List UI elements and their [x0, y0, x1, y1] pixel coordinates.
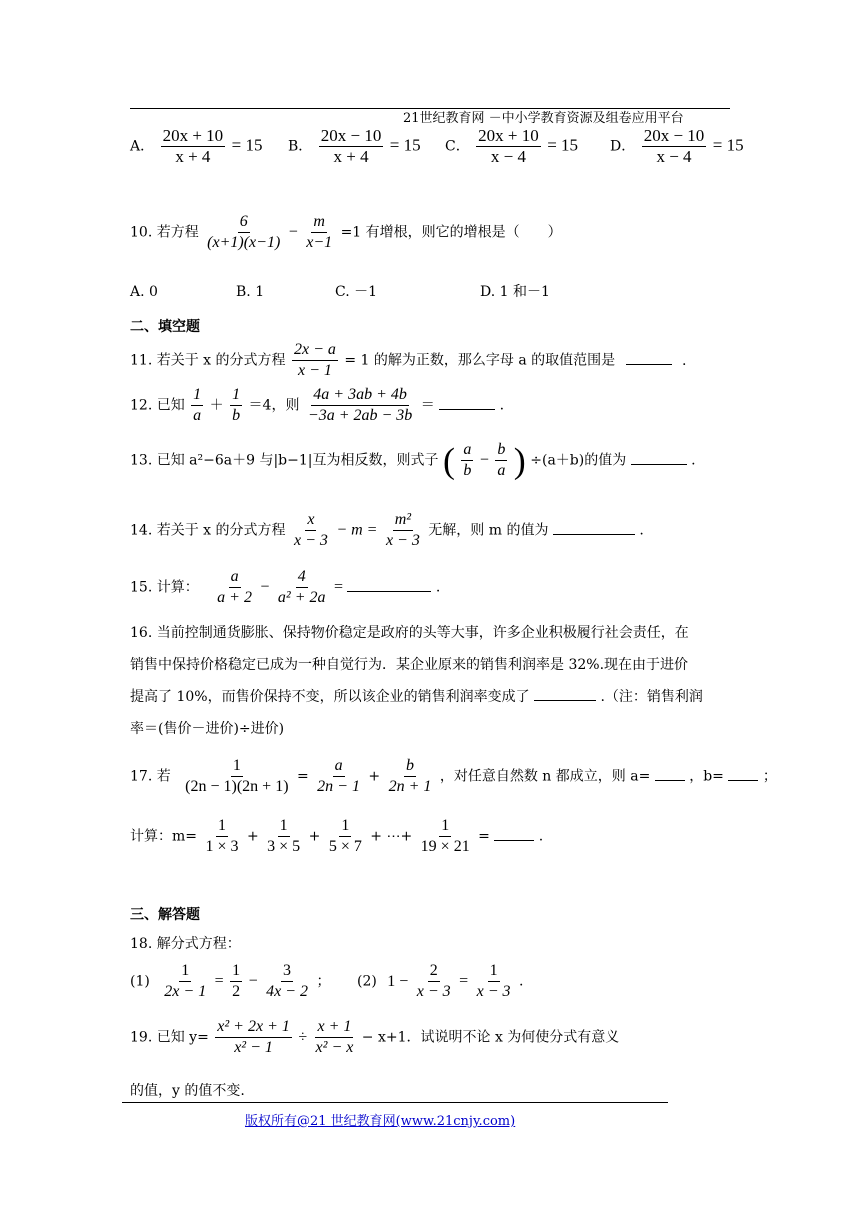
q19-fraction-1: $\frac{\text{x² + 2x + 1}}{\text{x² − 1}}$ — [217, 1018, 290, 1056]
q13-end: . — [691, 452, 696, 469]
equals-sign: ＝ — [420, 397, 435, 414]
answer-blank-m[interactable] — [494, 840, 534, 841]
q14-mid1: − m = — [336, 521, 378, 539]
fraction: $\frac{1}{2x - 1}$ — [164, 962, 207, 1000]
left-paren: ( — [442, 440, 455, 481]
answer-blank[interactable] — [631, 464, 687, 465]
q14-mid2: 无解，则 m 的值为 — [428, 522, 549, 539]
option-label: B． — [288, 138, 313, 155]
q17-calc-dot: . — [538, 828, 544, 845]
q15-prefix: 15. 计算： — [130, 579, 199, 596]
answer-blank-a[interactable] — [655, 780, 685, 781]
q17-mid: ，对任意自然数 n 都成立，则 a= — [439, 768, 651, 785]
question-14 — [130, 510, 644, 551]
q17-term-1: $\frac{1}{1 \times 3}$ — [205, 817, 239, 855]
question-18-part-2 — [357, 961, 523, 1002]
equation-rhs: = 15 — [389, 135, 421, 155]
q16-line3b: .（注：销售利润 — [600, 689, 703, 705]
question-16-line-3 — [130, 688, 703, 706]
term: 1 − — [387, 972, 409, 990]
equals-sign: = — [459, 972, 469, 990]
part-label: (1) — [130, 973, 150, 990]
q14-prefix: 14. 若关于 x 的分式方程 — [130, 522, 286, 539]
q14-fraction-1: $\frac{x}{x - 3}$ — [293, 511, 328, 549]
fraction: $\frac{3}{4x - 2}$ — [266, 962, 308, 1000]
right-paren: ) — [513, 440, 526, 481]
q10-suffix: =1 有增根，则它的增根是（ ） — [340, 224, 562, 241]
q10-fraction-1: $\frac{6}{(x+1)(x-1)}$ — [207, 213, 281, 251]
q9-option-b[interactable] — [288, 126, 421, 167]
q15-end: . — [435, 579, 441, 596]
q9-option-a[interactable] — [130, 126, 262, 167]
equation-rhs: = 15 — [712, 135, 744, 155]
equals-sign: = — [214, 972, 224, 990]
q10-option-c[interactable]: C. －1 — [335, 284, 378, 300]
answer-blank-b[interactable] — [728, 780, 758, 781]
q15-fraction-2: $\frac{4}{\text{a² + 2a}}$ — [277, 568, 326, 606]
question-17-calc — [130, 816, 543, 857]
q17-fraction-2: $\frac{a}{2n - 1}$ — [317, 757, 360, 795]
q12-mid: ＝4，则 — [248, 397, 300, 414]
fraction: $\frac{20x - 10}{x + 4}$ — [320, 126, 382, 166]
q11-mid: = 1 的解为正数，那么字母 a 的取值范围是 — [344, 352, 616, 369]
q15-fraction-1: $\frac{a}{a + 2}$ — [217, 568, 252, 606]
question-19 — [130, 1017, 619, 1058]
question-16-line-2: 销售中保持价格稳定已成为一种自觉行为．某企业原来的销售利润率是 32%.现在由于进价 — [130, 657, 689, 673]
fraction: $\frac{20x - 10}{x - 4}$ — [643, 126, 705, 166]
section-heading-fill-in: 二、填空题 — [130, 319, 200, 335]
question-13 — [130, 440, 696, 481]
minus-sign: − — [260, 578, 270, 596]
q12-fraction-1: $\frac{1}{a}$ — [193, 386, 202, 424]
question-18-part-1 — [130, 961, 330, 1002]
q10-fraction-2: $\frac{m}{x-1}$ — [306, 213, 333, 251]
q10-prefix: 10. 若方程 — [130, 224, 199, 241]
question-11 — [130, 340, 686, 381]
separator: ； — [316, 973, 331, 990]
q17-fraction-3: $\frac{b}{2n + 1}$ — [388, 757, 432, 795]
equation-rhs: = 15 — [231, 135, 263, 155]
equation-rhs: = 15 — [547, 135, 579, 155]
question-18-title: 18. 解分式方程： — [130, 936, 241, 952]
section-heading-solve: 三、解答题 — [130, 907, 200, 923]
q11-prefix: 11. 若关于 x 的分式方程 — [130, 352, 286, 369]
q13-mid: ÷(a＋b)的值为 — [530, 452, 627, 469]
period: . — [518, 973, 524, 990]
plus-sign: + — [368, 768, 381, 785]
fraction: $\frac{2}{x - 3}$ — [416, 962, 451, 1000]
question-12 — [130, 385, 504, 426]
option-label: A． — [130, 138, 155, 155]
footer-rule — [122, 1102, 668, 1103]
equals-sign: = — [333, 578, 343, 596]
answer-blank[interactable] — [553, 534, 635, 535]
q16-line3a: 提高了 10%，而售价保持不变，所以该企业的销售利润率变成了 — [130, 689, 530, 705]
part-label: (2) — [357, 973, 377, 990]
option-label: C． — [445, 138, 470, 155]
answer-blank[interactable] — [626, 364, 672, 365]
plus-sign: + — [246, 828, 259, 845]
q17-mid2: ，b= — [689, 768, 724, 785]
q17-prefix: 17. 若 — [130, 768, 171, 785]
equals-sign: = — [478, 828, 490, 845]
q17-term-last: $\frac{1}{19 \times 21}$ — [420, 817, 470, 855]
minus-sign: − — [288, 223, 298, 241]
q19-prefix: 19. 已知 y= — [130, 1029, 209, 1046]
q12-prefix: 12. 已知 — [130, 397, 185, 414]
fraction: $\frac{1}{2}$ — [232, 962, 241, 1000]
question-10 — [130, 212, 562, 253]
question-19-line-2: 的值，y 的值不变. — [130, 1083, 245, 1099]
q14-end: . — [639, 522, 644, 539]
q9-option-c[interactable] — [445, 126, 578, 167]
q10-option-a[interactable]: A. 0 — [130, 284, 158, 300]
option-label: D． — [610, 138, 636, 155]
question-16-line-4: 率＝(售价－进价)÷进价) — [130, 721, 285, 737]
fraction: $\frac{20x + 10}{x + 4}$ — [162, 126, 224, 166]
ellipsis: + ⋯+ — [370, 828, 413, 845]
q13-prefix: 13. 已知 a²−6a＋9 与|b−1|互为相反数，则式子 — [130, 452, 439, 469]
q13-fraction-1: $\frac{a}{b}$ — [463, 441, 472, 479]
q14-fraction-2: $\frac{\text{m²}}{x - 3}$ — [385, 511, 420, 549]
answer-blank[interactable] — [439, 409, 495, 410]
q17-end: ； — [762, 768, 777, 785]
q12-fraction-3: $\frac{4a + 3ab + 4b}{-3a + 2ab - 3b}$ — [307, 386, 413, 424]
plus-sign: ＋ — [209, 397, 224, 414]
header-title: 21世纪教育网 －中小学教育资源及组卷应用平台 — [403, 111, 684, 126]
plus-sign: + — [308, 828, 321, 845]
q19-tail: − x+1．试说明不论 x 为何使分式有意义 — [361, 1029, 620, 1046]
header-rule — [130, 108, 730, 109]
question-15 — [130, 567, 440, 608]
minus-sign: − — [479, 451, 489, 469]
minus-sign: − — [248, 972, 258, 990]
question-16-line-1: 16. 当前控制通货膨胀、保持物价稳定是政府的头等大事，许多企业积极履行社会责任，在 — [130, 625, 689, 641]
q12-end: . — [499, 397, 505, 414]
equals-sign: = — [296, 768, 309, 785]
q17-term-3: $\frac{1}{5 \times 7}$ — [328, 817, 362, 855]
q11-fraction: $\frac{2x - a}{x - 1}$ — [293, 341, 336, 379]
q11-end: . — [682, 352, 687, 369]
q10-option-b[interactable]: B. 1 — [236, 284, 265, 300]
answer-blank[interactable] — [534, 700, 596, 701]
footer-copyright-link[interactable]: 版权所有@21 世纪教育网(www.21cnjy.com) — [245, 1114, 516, 1129]
q10-option-d[interactable]: D. 1 和－1 — [480, 284, 550, 300]
q12-fraction-2: $\frac{1}{b}$ — [232, 386, 241, 424]
q17-term-2: $\frac{1}{3 \times 5}$ — [267, 817, 301, 855]
fraction: $\frac{20x + 10}{x - 4}$ — [478, 126, 539, 166]
q17-calc-prefix: 计算：m= — [130, 828, 198, 845]
q13-fraction-2: $\frac{b}{a}$ — [497, 441, 506, 479]
q9-option-d[interactable] — [610, 126, 744, 167]
divide-sign: ÷ — [298, 1028, 308, 1046]
fraction: $\frac{1}{x - 3}$ — [476, 962, 511, 1000]
q19-fraction-2: $\frac{x + 1}{\text{x² − x}}$ — [315, 1018, 354, 1056]
q17-fraction-1: $\frac{1}{(2n - 1)(2n + 1)}$ — [185, 757, 289, 795]
answer-blank[interactable] — [347, 591, 431, 592]
question-17 — [130, 756, 777, 797]
